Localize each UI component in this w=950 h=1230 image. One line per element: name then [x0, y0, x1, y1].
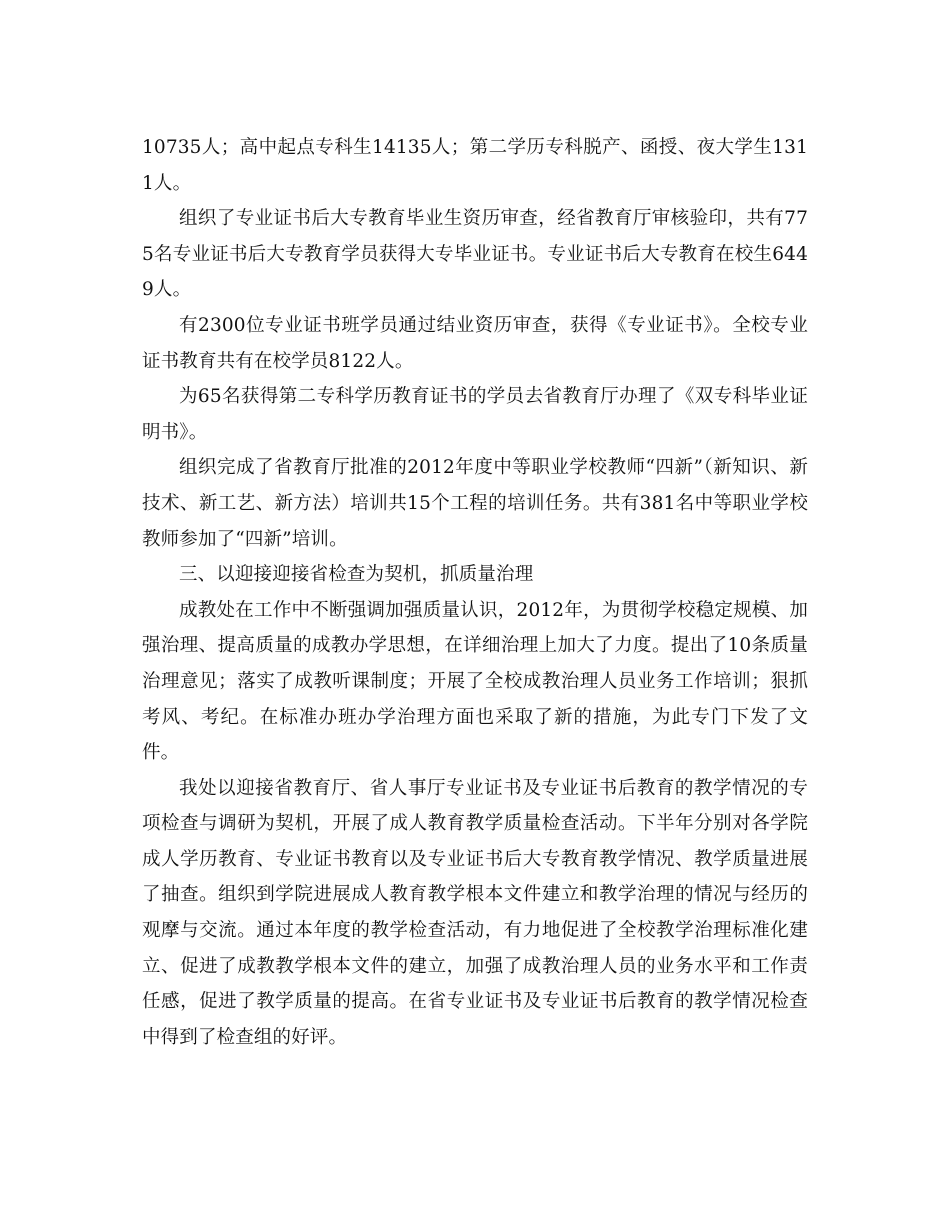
section-heading-quality: 三、以迎接迎接省检查为契机，抓质量治理 — [179, 564, 534, 586]
paragraph-professional-certificate: 有2300位专业证书班学员通过结业资历审查，获得《专业证书》。全校专业证书教育共有在校学员8122人。 — [142, 314, 808, 372]
paragraph-enrollment-continued: 10735人；高中起点专科生14135人；第二学历专科脱产、函授、夜大学生1311人。 — [142, 137, 808, 194]
paragraph-inspection: 我处以迎接省教育厅、省人事厅专业证书及专业证书后教育的教学情况的专项检查与调研为契机，开展了成人教育教学质量检查活动。下半年分别对各学院成人学历教育、专业证书教育以及专业证书后大专教育教学情况、教学质量进展了抽查。组织到学院进展成人教育教学根本文件建立和教学治理的情况与经历的观摩与交流。通过本年度的教学检查活动，有力地促进了全校教学治理标准化建立、促进了成教教学根本文件的建立，加强了成教治理人员的业务水平和工作责任感，促进了教学质量的提高。在省专业证书及专业证书后教育的教学情况检查中得到了检查组的好评。 — [142, 777, 808, 1048]
document-body — [142, 130, 808, 1055]
paragraph-double-diploma: 为65名获得第二专科学历教育证书的学员去省教育厅办理了《双专科毕业证明书》。 — [142, 386, 808, 443]
paragraph-teacher-training: 组织完成了省教育厅批准的2012年度中等职业学校教师“四新”（新知识、新技术、新工艺、新方法）培训共15个工程的培训任务。共有381名中等职业学校教师参加了“四新”培训。 — [142, 457, 808, 550]
paragraph-quality-management: 成教处在工作中不断强调加强质量认识，2012年，为贯彻学校稳定规模、加强治理、提高质量的成教办学思想，在详细治理上加大了力度。提出了10条质量治理意见；落实了成教听课制度；开展了全校成教治理人员业务工作培训；狠抓考风、考纪。在标准办班办学治理方面也采取了新的措施，为此专门下发了文件。 — [142, 599, 808, 764]
paragraph-diploma-review: 组织了专业证书后大专教育毕业生资历审查，经省教育厅审核验印，共有775名专业证书后大专教育学员获得大专毕业证书。专业证书后大专教育在校生6449人。 — [142, 208, 808, 301]
